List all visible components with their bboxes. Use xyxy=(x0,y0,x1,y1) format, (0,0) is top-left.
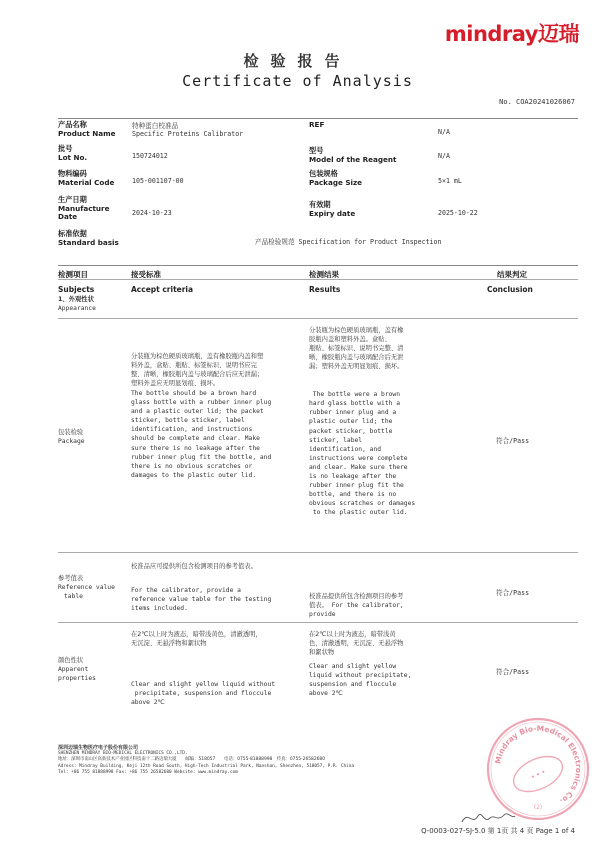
header-results-cn: 检测结果 xyxy=(309,270,339,279)
row-appearance-subject: 颜色性状 Apparent properties xyxy=(58,657,96,683)
ref-value: N/A xyxy=(438,128,450,136)
divider xyxy=(58,552,578,553)
divider xyxy=(58,118,578,119)
row-package-subject: 包装检验 Package xyxy=(58,429,85,446)
header-subjects-en: Subjects xyxy=(58,285,95,294)
section-title-cn: 1、外观性状 xyxy=(58,296,94,303)
svg-text:✦ ✦ ✦: ✦ ✦ ✦ xyxy=(530,768,547,781)
company-footer: 深圳迈瑞生物医疗电子股份有限公司 SHENZHEN MINDRAY BIO-MEDICAL ELECTRONICS CO.,LTD. 地址：深圳市南山区高新技术产业园区科技南十二路迈瑞大厦 邮编：518057 电话：0755-81888998 传真：0755-26582680 Adress: Mindray Building, Keji 12th Road South, High-Tech Industrial Park, Nanshan, Shenzhen, 518057, P.R. China Tel: +86 755 81888998 Fax: +86 755 26582680 Website: www.mindray.com xyxy=(58,745,355,775)
row-package-result-en: The bottle were a brown hard glass bottle with a rubber inner plug and a plastic outer lid; the packet sticker, bottle sticker, label identification, and instructions were complete and clear. Make sure there is no leakage after the rubber inner plug fit the bottle, and there is no obvious scratches or damages to the plastic outer lid. xyxy=(309,391,416,517)
title-en: Certificate of Analysis xyxy=(182,72,413,90)
row-reference-criteria-en: For the calibrator, provide a reference value table for the testing items included. xyxy=(131,587,272,613)
divider xyxy=(58,318,578,319)
row-reference-conclusion: 符合/Pass xyxy=(496,589,530,597)
row-appearance-result-cn: 在2℃以上时为液态，暗带浅黄 色，清澈透明，无沉淀、无悬浮物 和絮状物 xyxy=(309,631,404,657)
header-results-en: Results xyxy=(309,285,341,294)
divider xyxy=(58,622,578,623)
lot-value: 150724012 xyxy=(132,152,168,160)
ref-label: REF xyxy=(309,120,325,129)
mindray-logo: mindray迈瑞 xyxy=(444,22,579,46)
row-reference-criteria-cn: 校准品应可提供所包含检测项目的参考值表。 xyxy=(131,563,257,570)
row-appearance-criteria-en: Clear and slight yellow liquid without precipitate, suspension and floccule above 2℃ xyxy=(131,681,276,707)
material-code-value: 105-001107-00 xyxy=(132,177,184,185)
header-subjects-cn: 检测项目 xyxy=(58,270,88,279)
header-criteria-en: Accept criteria xyxy=(131,285,194,294)
row-reference-subject: 参考值表 Reference value table xyxy=(58,575,115,601)
package-size-label: 包装规格 Package Size xyxy=(309,169,363,187)
lot-label: 批号 Lot No. xyxy=(58,144,88,162)
manufacture-date-label: 生产日期 Manufacture Date xyxy=(58,195,110,221)
page-footer: Q-0003-027-SJ-5.0 第 1页 共 4 页 Page 1 of 4 xyxy=(421,827,575,835)
row-package-criteria-cn: 分装瓶为棕色硬质玻璃瓶，盖有橡胶瓶内盖和塑 料外盖，盒贴、瓶贴、标签标识、说明书应完 整、清晰，橡胶瓶内盖与玻璃配合后应无泄漏； 塑料外盖应无明显划痕、损坏。 xyxy=(131,353,264,388)
expiry-date-label: 有效期 Expiry date xyxy=(309,200,356,218)
row-appearance-result-en: Clear and slight yellow liquid without precipitate, suspension and floccule above 2℃ xyxy=(309,663,412,698)
stamp-text: Mindray Bio-Medical Electronics Co. xyxy=(493,723,584,807)
expiry-date-value: 2025-10-22 xyxy=(438,209,478,217)
section-title-en: Appearance xyxy=(58,305,96,312)
row-appearance-criteria-cn: 在2℃以上时为液态，暗带浅黄色，清澈透明， 无沉淀、无悬浮物和絮状物 xyxy=(131,631,262,648)
svg-text:Mindray Bio-Medical Electronic xyxy=(493,724,583,806)
header-conclusion-en: Conclusion xyxy=(487,285,533,294)
product-name-label: 产品名称 Product Name xyxy=(58,120,116,138)
package-size-value: 5×1 mL xyxy=(438,177,462,185)
divider xyxy=(58,279,578,280)
row-reference-result: 校准品提供所包含检测项目的参考 值表。 For the calibrator, provide xyxy=(309,593,404,619)
row-appearance-conclusion: 符合/Pass xyxy=(496,668,530,676)
material-code-label: 物料编码 Material Code xyxy=(58,169,115,187)
svg-text:(2): (2) xyxy=(533,804,543,811)
title-cn: 检验报告 xyxy=(243,52,352,70)
model-label: 型号 Model of the Reagent xyxy=(309,146,397,164)
model-value: N/A xyxy=(438,152,450,160)
standard-basis-value: 产品检验规范 Specification for Product Inspection xyxy=(255,238,442,246)
divider xyxy=(58,265,578,266)
row-package-conclusion: 符合/Pass xyxy=(496,437,530,445)
manufacture-date-value: 2024-10-23 xyxy=(132,209,172,217)
row-package-criteria-en: The bottle should be a brown hard glass bottle with a rubber inner plug and a plastic outer lid; the packet sticker, bottle sticker, label identification, and instructions should be complete and clear. Make sure there is no leakage after the rubber inner plug fit the bottle, and there is no obvious scratches or damages to the plastic outer lid. xyxy=(131,390,272,479)
row-package-result-cn: 分装瓶为棕色硬质玻璃瓶，盖有橡 胶瓶内盖和塑料外盖。盒贴、 瓶贴、标签标识、说明书完整、清 晰，橡胶瓶内盖与玻璃配合后无泄 漏；塑料外盖无明显划痕、损坏。 xyxy=(309,327,404,371)
product-name-value: 特种蛋白校准品 Specific Proteins Calibrator xyxy=(132,122,244,138)
signature-scribble xyxy=(458,806,518,828)
header-conclusion-cn: 结果判定 xyxy=(497,270,527,279)
document-number: No. COA20241026067 xyxy=(499,98,575,106)
standard-basis-label: 标准依据 Standard basis xyxy=(58,229,119,247)
header-criteria-cn: 接受标准 xyxy=(131,270,161,279)
